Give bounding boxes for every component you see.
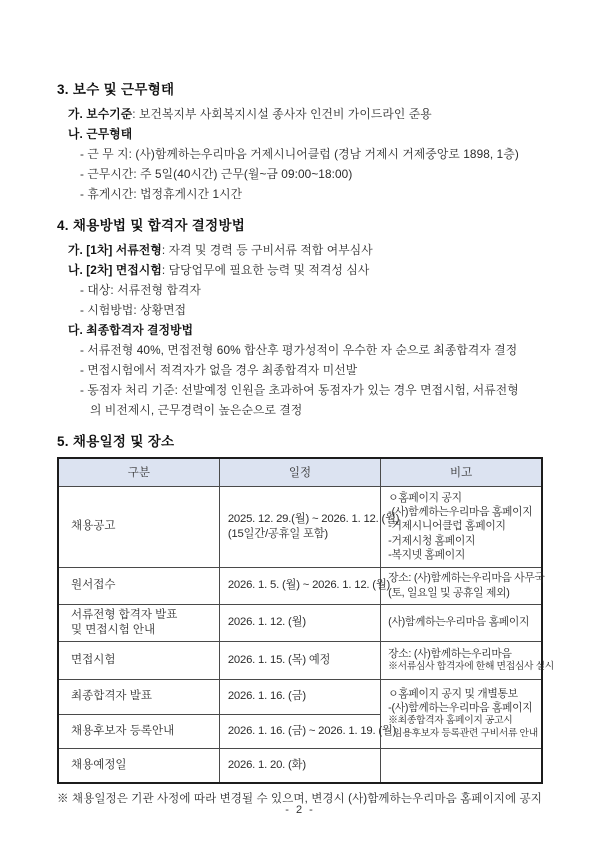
cell-category: 최종합격자 발표 (58, 679, 219, 714)
table-row (58, 679, 542, 714)
section-4-heading: 4. 채용방법 및 합격자 결정방법 (57, 218, 246, 233)
cell-schedule: 2025. 12. 29.(월) ~ 2026. 1. 12. (월) (15일간/공휴일 포함) (219, 486, 380, 567)
list-item: - 시험방법: 상황면접 (80, 303, 187, 317)
col-header-remark: 비고 (381, 458, 542, 486)
list-item: - 근무시간: 주 5일(40시간) 근무(월~금 09:00~18:00) (80, 167, 353, 181)
schedule-change-note: ※ 채용일정은 기관 사정에 따라 변경될 수 있으며, 변경시 (사)함께하는우리마음 홈페이지에 공지 (57, 793, 542, 805)
cell-remark: 장소: (사)함께하는우리마음 사무국 (토, 일요일 및 공휴일 제외) (381, 567, 542, 604)
list-item: 나. 근무형태 (68, 127, 133, 141)
col-header-schedule: 일정 (219, 458, 380, 486)
col-header-category: 구분 (58, 458, 219, 486)
table-row (58, 641, 542, 679)
table-row (58, 748, 542, 783)
cell-schedule: 2026. 1. 15. (목) 예정 (219, 641, 380, 679)
schedule-table (57, 457, 554, 784)
section-selection-method (57, 216, 543, 420)
cell-category: 채용후보자 등록안내 (58, 714, 219, 748)
cell-category: 면접시험 (58, 641, 219, 679)
list-item: - 면접시험에서 적격자가 없을 경우 최종합격자 미선발 (80, 363, 358, 377)
table-row (58, 486, 542, 567)
section-3-heading: 3. 보수 및 근무형태 (57, 82, 175, 97)
list-item: - 대상: 서류전형 합격자 (80, 283, 202, 297)
cell-category: 원서접수 (58, 567, 219, 604)
section-compensation (57, 80, 543, 204)
cell-remark-merged: ㅇ홈페이지 공지 및 개별통보 -(사)함께하는우리마음 홈페이지 ※최종합격자 홈페이지 공고시 임용후보자 등록관련 구비서류 안내 (381, 679, 542, 748)
section-schedule (57, 432, 554, 807)
cell-remark-empty (381, 748, 542, 783)
cell-category: 채용예정일 (58, 748, 219, 783)
list-item-continuation: 의 비전제시, 근무경력이 높은순으로 결정 (90, 403, 303, 417)
page-number: - 2 - (285, 804, 315, 816)
list-item: 가. [1차] 서류전형: 자격 및 경력 등 구비서류 적합 여부심사 (68, 243, 373, 257)
list-item: - 휴게시간: 법정휴게시간 1시간 (80, 187, 243, 201)
cell-category: 서류전형 합격자 발표 및 면접시험 안내 (58, 604, 219, 641)
list-item: 다. 최종합격자 결정방법 (68, 323, 194, 337)
cell-schedule: 2026. 1. 20. (화) (219, 748, 380, 783)
cell-remark: ㅇ홈페이지 공지 -(사)함께하는우리마음 홈페이지 -거제시니어클럽 홈페이지 -거제시청 홈페이지 -복지넷 홈페이지 (381, 486, 542, 567)
cell-remark: (사)함께하는우리마음 홈페이지 (381, 604, 542, 641)
list-item: - 서류전형 40%, 면접전형 60% 합산후 평가성적이 우수한 자 순으로 최종합격자 결정 (80, 343, 518, 357)
cell-schedule: 2026. 1. 5. (월) ~ 2026. 1. 12. (월) (219, 567, 380, 604)
list-item: - 근 무 지: (사)함께하는우리마음 거제시니어클럽 (경남 거제시 거제중앙로 1898, 1층) (80, 147, 519, 161)
cell-category: 채용공고 (58, 486, 219, 567)
cell-schedule: 2026. 1. 12. (월) (219, 604, 380, 641)
section-5-heading: 5. 채용일정 및 장소 (57, 434, 175, 449)
table-row (58, 604, 542, 641)
table-header-row (58, 458, 542, 486)
table-row (58, 567, 542, 604)
list-item: 가. 보수기준: 보건복지부 사회복지시설 종사자 인건비 가이드라인 준용 (68, 107, 432, 121)
list-item: 나. [2차] 면접시험: 담당업무에 필요한 능력 및 적격성 심사 (68, 263, 370, 277)
cell-remark: 장소: (사)함께하는우리마음 ※서류심사 합격자에 한해 면접심사 실시 (381, 641, 542, 679)
cell-schedule: 2026. 1. 16. (금) (219, 679, 380, 714)
cell-schedule: 2026. 1. 16. (금) ~ 2026. 1. 19. (월) (219, 714, 380, 748)
list-item: - 동점자 처리 기준: 선발예정 인원을 초과하여 동점자가 있는 경우 면접시험, 서류전형 (80, 383, 519, 397)
